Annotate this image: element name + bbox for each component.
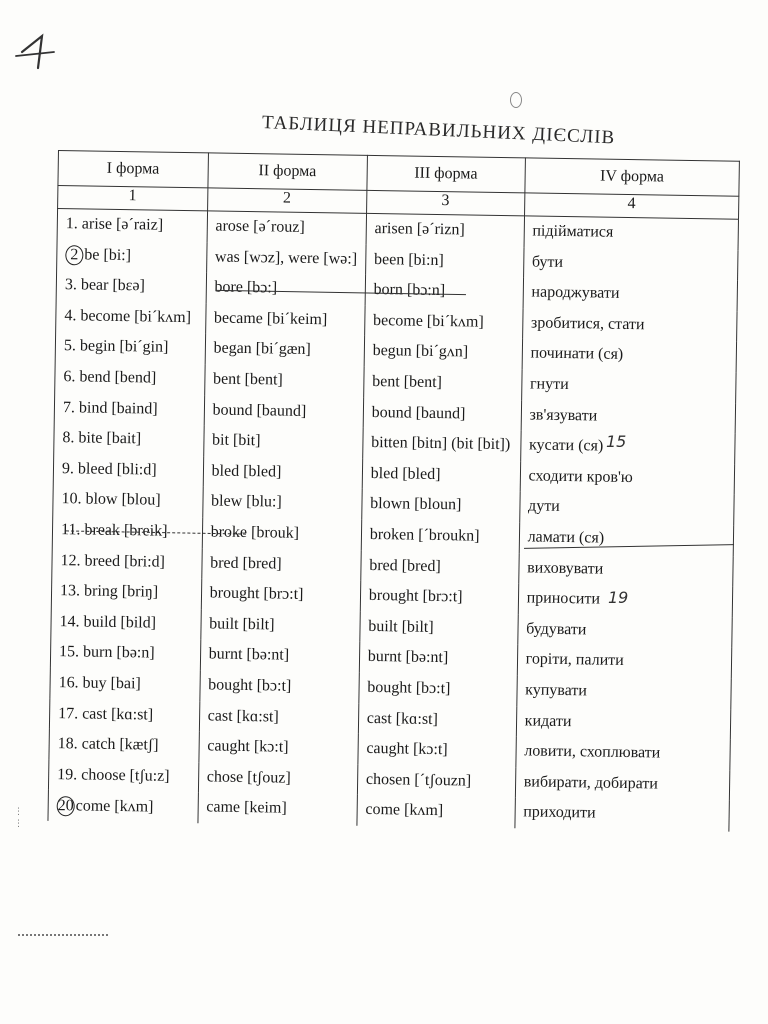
verb-form-1: 1. arise [əˊraiz] bbox=[57, 209, 207, 242]
column-header: IV форма bbox=[525, 158, 740, 196]
verb-form-2: began [biˊgæn] bbox=[205, 334, 365, 367]
verb-form-3: built [bilt] bbox=[360, 612, 518, 645]
verb-form-3: become [biˊkʌm] bbox=[364, 306, 522, 339]
verb-rows bbox=[48, 209, 739, 832]
handwritten-number: 19 bbox=[608, 588, 629, 607]
verb-form-2: became [biˊkeim] bbox=[205, 303, 365, 336]
bottom-mark bbox=[18, 934, 108, 936]
verb-form-1: 9. bleed [bli:d] bbox=[53, 454, 203, 487]
verb-form-1: 15. burn [bə:n] bbox=[50, 637, 200, 670]
title-ink-mark bbox=[510, 92, 522, 108]
verb-form-3: bound [baund] bbox=[363, 397, 521, 430]
verb-form-1: 4. become [biˊkʌm] bbox=[56, 301, 206, 334]
verb-form-1: 3. bear [bɛə] bbox=[56, 270, 206, 303]
verb-form-4: кусати (ся) bbox=[520, 430, 735, 464]
circled-number: 2 bbox=[65, 245, 83, 265]
verb-form-2: caught [kɔ:t] bbox=[199, 731, 359, 764]
verb-form-4: зробитися, стати bbox=[522, 308, 737, 342]
verb-form-4: ловити, схоплювати bbox=[516, 736, 731, 770]
verb-form-3: cast [kɑ:st] bbox=[358, 703, 516, 736]
verb-text: be [bi:] bbox=[84, 246, 132, 265]
verb-form-4: приносити bbox=[518, 583, 733, 617]
verb-form-4: підійматися bbox=[524, 216, 739, 250]
verb-form-2: cast [kɑ:st] bbox=[199, 701, 359, 734]
column-number: 2 bbox=[207, 188, 366, 213]
verb-form-4: гнути bbox=[521, 369, 736, 403]
verb-form-2: bred [bred] bbox=[201, 548, 361, 581]
verb-form-1: 7. bind [baind] bbox=[54, 393, 204, 426]
verb-form-4: купувати bbox=[516, 675, 731, 709]
verb-form-1: 10. blow [blou] bbox=[53, 484, 203, 517]
verb-form-4: сходити кров'ю bbox=[520, 461, 735, 495]
column-number: 1 bbox=[58, 186, 208, 211]
verb-form-1 bbox=[48, 790, 198, 823]
verb-form-1 bbox=[57, 240, 207, 273]
verb-form-1: 19. choose [tʃu:z] bbox=[48, 760, 198, 793]
verb-form-4: кидати bbox=[516, 706, 731, 740]
margin-marks: ⋮ ⋮ bbox=[14, 807, 23, 829]
verb-form-4: будувати bbox=[517, 614, 732, 648]
verb-form-2: chose [tʃouz] bbox=[198, 762, 358, 795]
verb-form-2: burnt [bə:nt] bbox=[200, 640, 360, 673]
verb-form-2: broke [brouk] bbox=[202, 517, 362, 550]
verb-form-1: 12. breed [bri:d] bbox=[52, 545, 202, 578]
verb-form-4: починати (ся) bbox=[522, 339, 737, 373]
verb-form-4: ламати (ся) bbox=[519, 522, 734, 556]
verb-form-4: бути bbox=[523, 247, 738, 281]
verb-form-3: bought [bɔ:t] bbox=[359, 673, 517, 706]
column-number: 4 bbox=[524, 193, 739, 219]
verb-form-2: was [wɔz], were [wə:] bbox=[206, 242, 366, 275]
verb-form-2: bore [bɔ:] bbox=[206, 273, 366, 306]
verb-form-3: broken [ˊbroukn] bbox=[361, 520, 519, 553]
verb-form-2: blew [blu:] bbox=[202, 487, 362, 520]
verb-form-2: built [bilt] bbox=[200, 609, 360, 642]
verb-form-4: виховувати bbox=[518, 553, 733, 587]
verb-form-1: 8. bite [bait] bbox=[54, 423, 204, 456]
circled-number: 20 bbox=[57, 796, 75, 816]
verb-form-2: came [keim] bbox=[198, 793, 358, 826]
verb-form-4: приходити bbox=[515, 798, 730, 832]
verb-form-2: brought [brɔ:t] bbox=[201, 578, 361, 611]
verb-form-2: bled [bled] bbox=[203, 456, 363, 489]
verb-form-1: 5. begin [biˊgin] bbox=[55, 331, 205, 364]
verb-form-2: bit [bit] bbox=[203, 425, 363, 458]
verb-form-3: caught [kɔ:t] bbox=[358, 734, 516, 767]
verb-form-4: зв'язувати bbox=[521, 400, 736, 434]
verb-form-1: 11. break [breik] bbox=[52, 515, 202, 548]
verb-form-3: brought [brɔ:t] bbox=[360, 581, 518, 614]
verb-form-1: 16. buy [bai] bbox=[50, 668, 200, 701]
verb-form-2: bent [bent] bbox=[204, 364, 364, 397]
verb-form-3: chosen [ˊtʃouzn] bbox=[357, 764, 515, 797]
verb-form-3: come [kʌm] bbox=[357, 795, 515, 828]
verb-text: come [kʌm] bbox=[75, 796, 154, 816]
verb-form-1: 13. bring [briŋ] bbox=[51, 576, 201, 609]
handwritten-number: 15 bbox=[606, 432, 627, 451]
verb-form-3: blown [bloun] bbox=[361, 489, 519, 522]
verb-form-3: bred [bred] bbox=[361, 550, 519, 583]
verb-form-1: 18. catch [kætʃ] bbox=[49, 729, 199, 762]
column-header: III форма bbox=[367, 155, 525, 192]
verb-form-1: 17. cast [kɑ:st] bbox=[49, 698, 199, 731]
column-header: I форма bbox=[58, 151, 208, 188]
irregular-verbs-table bbox=[47, 150, 739, 832]
verb-form-1: 14. build [bild] bbox=[51, 607, 201, 640]
verb-form-3: arisen [əˊrizn] bbox=[366, 213, 524, 247]
page-title: ТАБЛИЦЯ НЕПРАВИЛЬНИХ ДІЄСЛІВ bbox=[261, 112, 616, 149]
verb-form-4: дути bbox=[519, 492, 734, 526]
column-number: 3 bbox=[366, 190, 524, 215]
verb-form-1: 6. bend [bend] bbox=[55, 362, 205, 395]
verb-form-3: bent [bent] bbox=[363, 367, 521, 400]
verb-form-4: вибирати, добирати bbox=[515, 767, 730, 801]
verb-form-3: bled [bled] bbox=[362, 459, 520, 492]
verb-form-3: been [bi:n] bbox=[365, 244, 523, 277]
verb-form-3: bitten [bitn] (bit [bit]) bbox=[362, 428, 520, 461]
verbs-table-wrapper bbox=[47, 150, 740, 881]
verb-form-2: bought [bɔ:t] bbox=[199, 670, 359, 703]
verb-form-2: arose [əˊrouz] bbox=[207, 211, 367, 245]
handwritten-page-mark bbox=[14, 18, 64, 78]
column-header: II форма bbox=[208, 153, 368, 190]
verb-form-3: begun [biˊgʌn] bbox=[364, 336, 522, 369]
verb-form-3: burnt [bə:nt] bbox=[359, 642, 517, 675]
verb-form-3: born [bɔ:n] bbox=[365, 275, 523, 308]
verb-form-4: горіти, палити bbox=[517, 645, 732, 679]
verb-form-4: народжувати bbox=[523, 278, 738, 312]
verb-form-2: bound [baund] bbox=[204, 395, 364, 428]
